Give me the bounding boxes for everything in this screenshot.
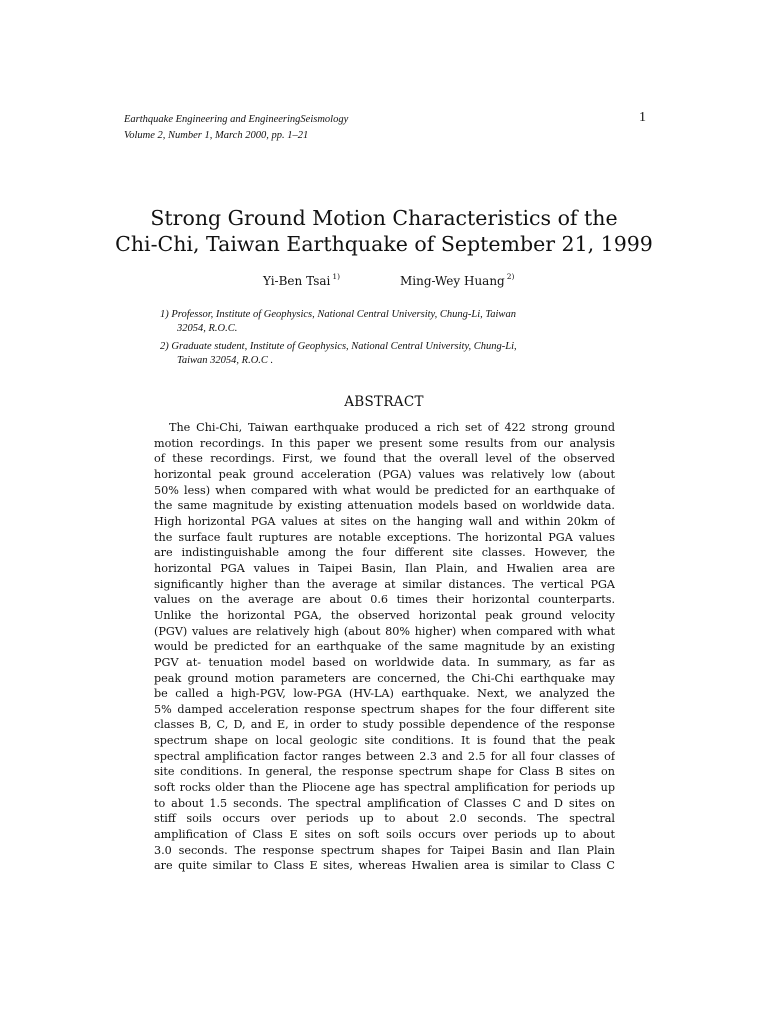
abstract-line: 5% damped acceleration response spectrum shapes for the four different site: [154, 702, 615, 716]
abstract-line: stiff soils occurs over periods up to about 2.0 seconds. The spectral: [154, 812, 615, 826]
author-list: [0, 272, 768, 292]
affiliation: [160, 340, 620, 367]
affiliation-line: 1) Professor, Institute of Geophysics, National Central University, Chung-Li, Taiwan: [160, 309, 516, 320]
abstract-line: (PGV) values are relatively high (about 80% higher) when compared with what: [154, 624, 615, 638]
abstract-line: are quite similar to Class E sites, whereas Hwalien area is similar to Class C: [154, 859, 615, 873]
abstract-line: horizontal peak ground acceleration (PGA) values was relatively low (about: [154, 467, 615, 481]
abstract-heading: ABSTRACT: [344, 394, 424, 410]
abstract-line: Unlike the horizontal PGA, the observed horizontal peak ground velocity: [154, 608, 615, 622]
abstract-line: peak ground motion parameters are concerned, the Chi-Chi earthquake may: [154, 671, 615, 685]
affiliation-mark: 2): [506, 272, 515, 281]
abstract-line: soft rocks older than the Pliocene age has spectral amplification for periods up: [154, 781, 615, 795]
author-name: Ming-Wey Huang: [400, 274, 505, 288]
abstract-line: High horizontal PGA values at sites on the hanging wall and within 20km of: [154, 514, 615, 528]
author: [263, 272, 340, 288]
abstract-line: the surface fault ruptures are notable exceptions. The horizontal PGA values: [154, 530, 615, 544]
affiliation-line: Taiwan 32054, R.O.C .: [177, 354, 274, 366]
abstract-line: PGV at- tenuation model based on worldwide data. In summary, as far as: [154, 655, 615, 669]
abstract-line: are indistinguishable among the four different site classes. However, the: [154, 546, 615, 560]
abstract-line: significantly higher than the average at similar distances. The vertical PGA: [154, 577, 615, 591]
abstract-line: 3.0 seconds. The response spectrum shapes for Taipei Basin and Ilan Plain: [154, 843, 615, 857]
abstract-line: 50% less) when compared with what would be predicted for an earthquake of: [154, 483, 615, 497]
page-number: 1: [639, 110, 646, 125]
abstract-line: of these recordings. First, we found that the overall level of the observed: [154, 452, 615, 466]
journal-name: Earthquake Engineering and EngineeringSeismology: [124, 114, 349, 125]
abstract-line: to about 1.5 seconds. The spectral amplification of Classes C and D sites on: [154, 796, 615, 810]
abstract-line: spectral amplification factor ranges between 2.3 and 2.5 for all four classes of: [154, 749, 615, 763]
abstract-line: site conditions. In general, the response spectrum shape for Class B sites on: [154, 765, 615, 779]
affiliation-line: 2) Graduate student, Institute of Geophysics, National Central University, Chung-Li,: [160, 341, 517, 352]
abstract-line: the same magnitude by existing attenuation models based on worldwide data.: [154, 499, 615, 513]
title-line-1: Strong Ground Motion Characteristics of the: [150, 206, 618, 230]
abstract-line: classes B, C, D, and E, in order to study possible dependence of the response: [154, 718, 615, 732]
author: [400, 272, 514, 288]
abstract-line: horizontal PGA values in Taipei Basin, Ilan Plain, and Hwalien area are: [154, 561, 615, 575]
affiliation-mark: 1): [332, 272, 341, 281]
journal-volume: Volume 2, Number 1, March 2000, pp. 1–21: [124, 130, 309, 141]
affiliation-line: 32054, R.O.C.: [177, 322, 238, 334]
author-name: Yi-Ben Tsai: [263, 274, 331, 288]
abstract-line: be called a high-PGV, low-PGA (HV-LA) earthquake. Next, we analyzed the: [154, 687, 615, 701]
abstract-line: motion recordings. In this paper we present some results from our analysis: [154, 436, 615, 450]
abstract-body: [154, 420, 615, 874]
abstract-line: amplification of Class E sites on soft soils occurs over periods up to about: [154, 828, 615, 842]
journal-header: [124, 112, 564, 144]
affiliation: [160, 308, 620, 335]
abstract-line: would be predicted for an earthquake of the same magnitude by an existing: [154, 640, 615, 654]
abstract-line: values on the average are about 0.6 times their horizontal counterparts.: [154, 593, 615, 607]
title-line-2: Chi-Chi, Taiwan Earthquake of September 21, 1999: [115, 232, 653, 256]
paper-title: [84, 205, 684, 257]
abstract-line: spectrum shape on local geologic site conditions. It is found that the peak: [154, 734, 615, 748]
abstract-line: The Chi-Chi, Taiwan earthquake produced a rich set of 422 strong ground: [169, 421, 615, 434]
